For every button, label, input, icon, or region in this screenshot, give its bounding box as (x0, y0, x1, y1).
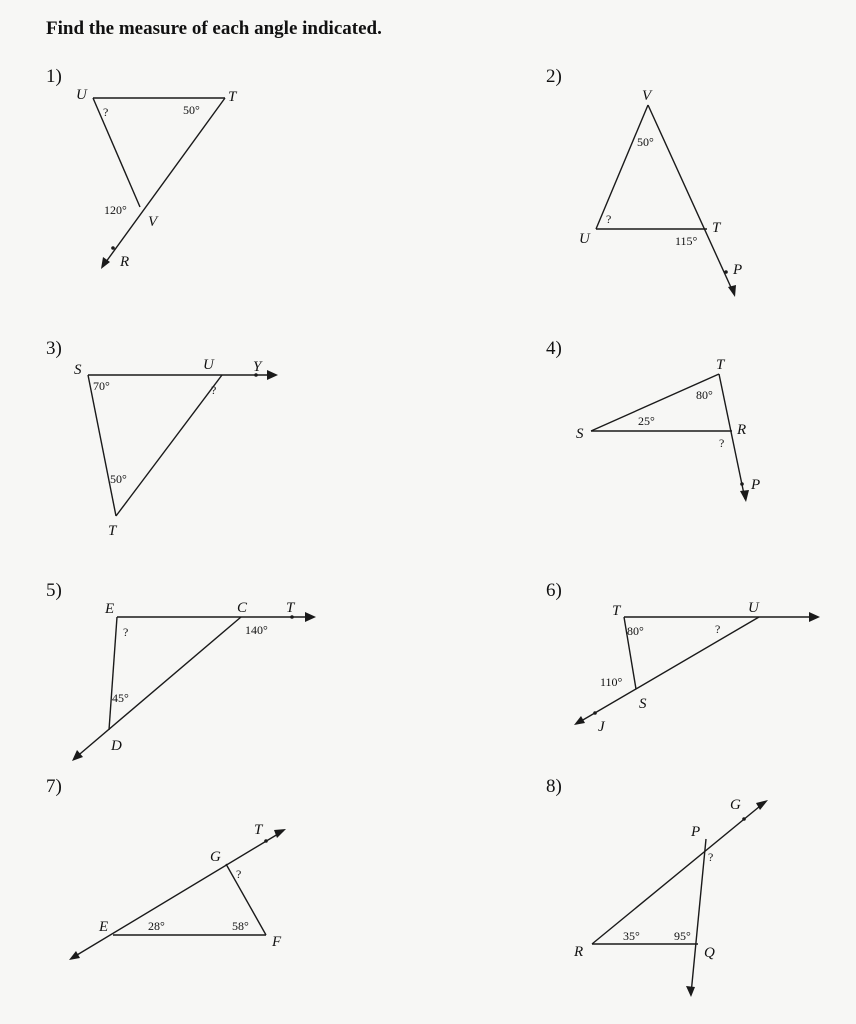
label-point-d: D (111, 738, 122, 754)
problem-8-number: 8) (546, 776, 562, 797)
label-point-u: U (203, 357, 214, 373)
arrowhead-j (574, 716, 585, 725)
arrowhead-down (686, 986, 695, 997)
label-point-g: G (210, 849, 221, 865)
line-et (72, 831, 283, 958)
angle-label-c: 140° (245, 623, 268, 637)
angle-label-u: ? (211, 383, 217, 397)
line-vp (648, 105, 734, 294)
label-point-s: S (576, 426, 584, 442)
angle-label-u: ? (715, 622, 721, 636)
angle-label-r: 35° (623, 929, 640, 943)
angle-label-t: 115° (675, 234, 698, 248)
angle-label-s: 70° (93, 379, 110, 393)
label-point-u: U (579, 231, 590, 247)
segment-tu (116, 375, 222, 516)
problem-3-figure (74, 357, 278, 539)
arrowhead-t (305, 612, 316, 622)
label-point-c: C (237, 600, 248, 616)
arrowhead-y (267, 370, 278, 380)
label-point-t: T (712, 220, 721, 236)
label-point-t: T (228, 89, 237, 105)
arrowhead-t (274, 829, 286, 838)
problem-4-figure (576, 357, 760, 502)
arrowhead-u (809, 612, 820, 622)
arrowhead-d (72, 750, 83, 761)
angle-label-d: 45° (112, 691, 129, 705)
point-p-dot (724, 270, 728, 274)
angle-label-u: ? (606, 212, 612, 226)
point-g-dot (742, 817, 746, 821)
label-point-e: E (105, 601, 115, 617)
point-p-dot (740, 482, 744, 486)
label-point-t: T (254, 822, 263, 838)
problem-3-number: 3) (46, 338, 62, 359)
label-point-v: V (148, 214, 158, 230)
problem-4-number: 4) (546, 338, 562, 359)
point-r-dot (111, 246, 115, 250)
segment-vu (596, 105, 648, 229)
problem-6-figure (574, 600, 820, 735)
angle-label-t: 50° (110, 472, 127, 486)
label-point-e: E (99, 919, 109, 935)
problem-7-figure (69, 822, 286, 960)
label-point-u: U (76, 87, 87, 103)
label-point-g: G (730, 797, 741, 813)
label-point-t: T (108, 523, 117, 539)
angle-label-v: 120° (104, 203, 127, 217)
label-point-r: R (737, 422, 747, 438)
point-t-dot (264, 839, 268, 843)
problem-2-number: 2) (546, 66, 562, 87)
arrowhead-e (69, 951, 80, 960)
angle-label-p: ? (708, 850, 714, 864)
problem-1-number: 1) (46, 66, 62, 87)
worksheet-title: Find the measure of each angle indicated. (46, 18, 382, 39)
angle-label-q: 95° (674, 929, 691, 943)
line-rg (592, 802, 765, 944)
point-j-dot (593, 711, 597, 715)
label-point-p: P (691, 824, 701, 840)
problem-1-figure (76, 87, 238, 270)
problem-2-figure (579, 88, 742, 297)
problem-8-figure (573, 797, 768, 997)
segment-uv (93, 98, 140, 207)
segment-st (88, 375, 116, 516)
segment-st (591, 374, 719, 431)
angle-label-s: 110° (600, 675, 623, 689)
line-uj (576, 617, 759, 724)
label-point-p: P (751, 477, 761, 493)
angle-label-t: 80° (627, 624, 644, 638)
problem-6-number: 6) (546, 580, 562, 601)
label-point-t: T (286, 600, 295, 616)
angle-label-g: ? (236, 867, 242, 881)
problem-5-number: 5) (46, 580, 62, 601)
label-point-s: S (639, 696, 647, 712)
angle-label-t: 50° (183, 103, 200, 117)
label-point-y: Y (253, 359, 262, 375)
line-tr (103, 98, 225, 266)
line-pq (691, 839, 706, 994)
angle-label-f: 58° (232, 919, 249, 933)
label-point-q: Q (704, 945, 715, 961)
segment-ed (109, 617, 117, 730)
angle-label-t: 80° (696, 388, 713, 402)
label-point-t: T (716, 357, 725, 373)
label-point-f: F (272, 934, 282, 950)
arrowhead-p (728, 285, 736, 297)
label-point-r: R (120, 254, 130, 270)
angle-label-u: ? (103, 105, 109, 119)
label-point-t: T (612, 603, 621, 619)
label-point-s: S (74, 362, 82, 378)
label-point-v: V (642, 88, 652, 104)
line-cd (74, 617, 241, 759)
angle-label-r: ? (719, 436, 725, 450)
angle-label-e: ? (123, 625, 129, 639)
angle-label-s: 25° (638, 414, 655, 428)
label-point-p: P (733, 262, 743, 278)
arrowhead-p (740, 490, 749, 502)
problem-7-number: 7) (46, 776, 62, 797)
angle-label-e: 28° (148, 919, 165, 933)
label-point-j: J (598, 719, 605, 735)
label-point-r: R (574, 944, 584, 960)
problem-5-figure (72, 600, 316, 761)
label-point-u: U (748, 600, 759, 616)
angle-label-v: 50° (637, 135, 654, 149)
